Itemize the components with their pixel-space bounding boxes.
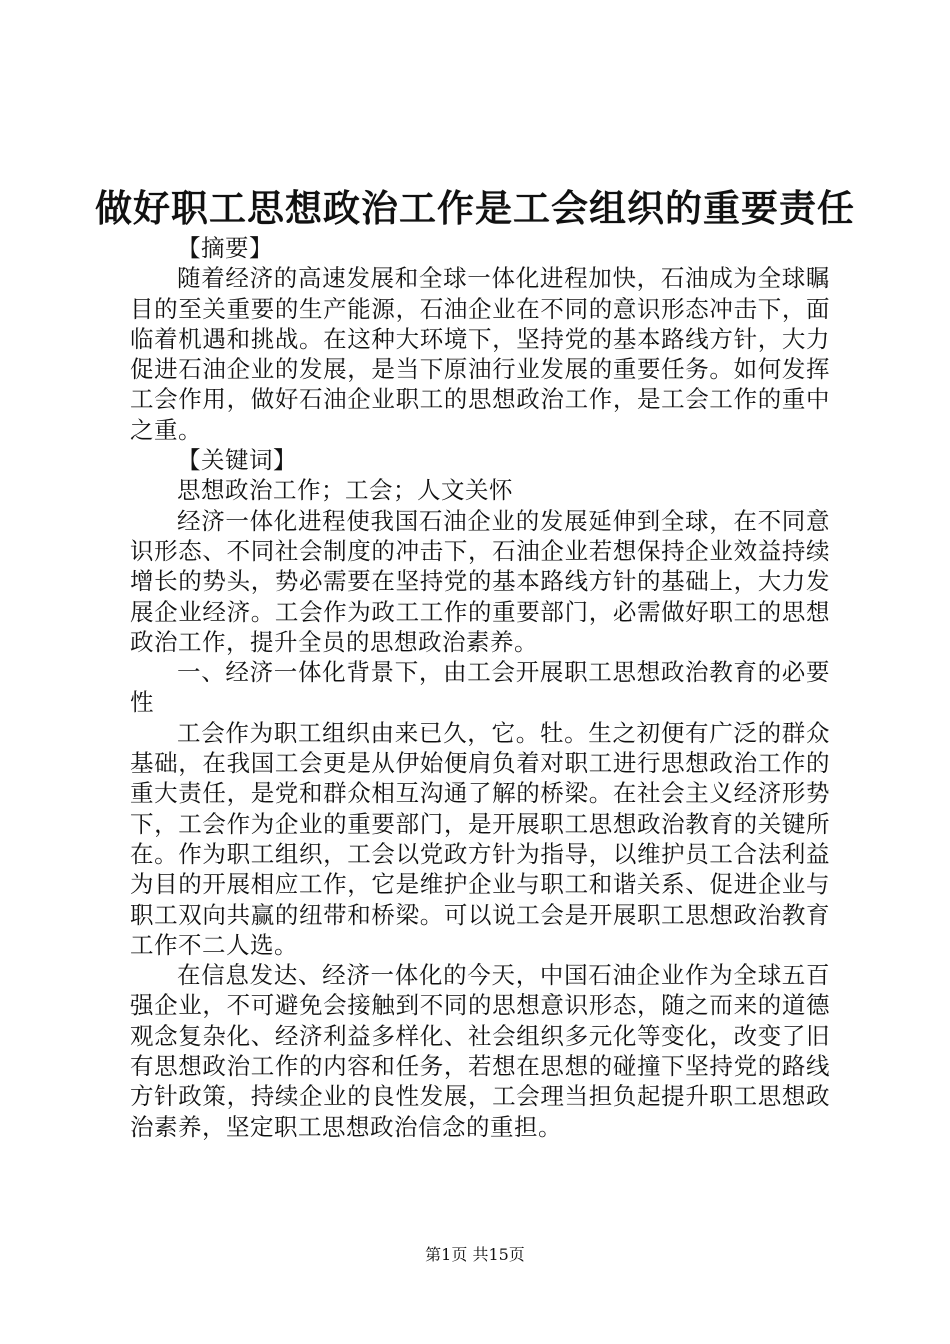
keywords-paragraph: 思想政治工作；工会；人文关怀 bbox=[177, 476, 513, 505]
body-paragraph: 在信息发达、经济一体化的今天，中国石油企业作为全球五百强企业，不可避免会接触到不同的思想意识形态，随之而来的道德观念复杂化、经济利益多样化、社会组织多元化等变化，改变了旧有思想政治工作的内容和任务，若想在思想的碰撞下坚持党的路线方针政策，持续企业的良性发展，工会理当担负起提升职工思想政治素养，坚定职工思想政治信念的重担。 bbox=[130, 961, 830, 1141]
keywords-heading: 【关键词】 bbox=[177, 446, 297, 475]
body-paragraph: 经济一体化进程使我国石油企业的发展延伸到全球，在不同意识形态、不同社会制度的冲击下，石油企业若想保持企业效益持续增长的势头，势必需要在坚持党的基本路线方针的基础上，大力发展企业经济。工会作为政工工作的重要部门，必需做好职工的思想政治工作，提升全员的思想政治素养。 bbox=[130, 506, 830, 656]
page-footer: 第1页 共15页 bbox=[425, 1245, 525, 1264]
document-body bbox=[130, 233, 830, 1142]
section-heading: 一、经济一体化背景下，由工会开展职工思想政治教育的必要性 bbox=[130, 658, 830, 717]
body-paragraph: 工会作为职工组织由来已久，它。牡。生之初便有广泛的群众基础，在我国工会更是从伊始便肩负着对职工进行思想政治工作的重大责任，是党和群众相互沟通了解的桥梁。在社会主义经济形势下，工会作为企业的重要部门，是开展职工思想政治教育的关键所在。作为职工组织，工会以党政方针为指导，以维护员工合法利益为目的开展相应工作，它是维护企业与职工和谐关系、促进企业与职工双向共赢的纽带和桥梁。可以说工会是开展职工思想政治教育工作不二人选。 bbox=[130, 718, 830, 959]
abstract-heading: 【摘要】 bbox=[177, 234, 273, 262]
abstract-paragraph: 随着经济的高速发展和全球一体化进程加快，石油成为全球瞩目的至关重要的生产能源，石油企业在不同的意识形态冲击下，面临着机遇和挑战。在这种大环境下，坚持党的基本路线方针，大力促进石油企业的发展，是当下原油行业发展的重要任务。如何发挥工会作用，做好石油企业职工的思想政治工作，是工会工作的重中之重。 bbox=[130, 264, 830, 444]
document-title: 做好职工思想政治工作是工会组织的重要责任 bbox=[95, 186, 855, 230]
